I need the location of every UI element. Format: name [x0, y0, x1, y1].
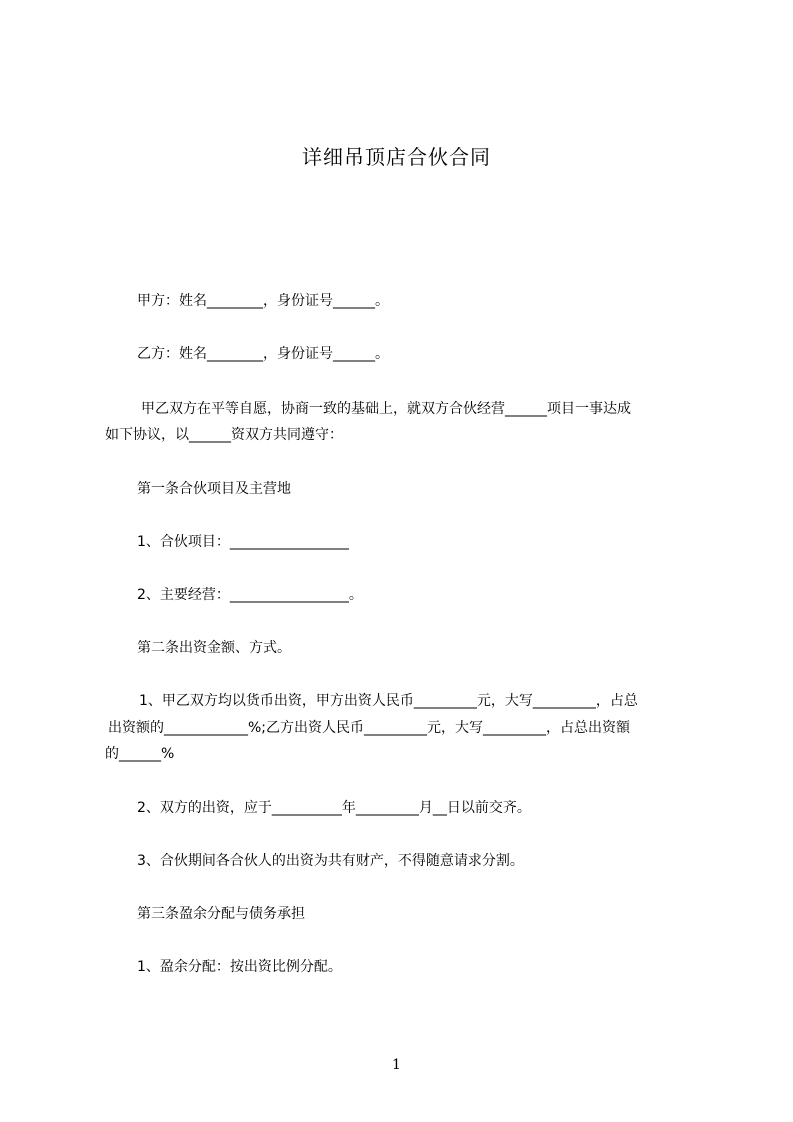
page-number: 1 [392, 1057, 401, 1073]
article-1-heading: 第一条合伙项目及主营地 [137, 481, 291, 497]
document-title: 详细吊顶店合伙合同 [302, 145, 491, 169]
party-b-line: 乙方：姓名________，身份证号______。 [137, 346, 389, 362]
article-2-item-3: 3、合伙期间各合伙人的出资为共有财产，不得随意请求分割。 [137, 853, 524, 869]
article-2-item-1-line-2: 出资额的____________%;乙方出资人民币_________元，大写_________，占总出资額 [108, 720, 631, 736]
article-2-heading: 第二条出资金额、方式。 [137, 640, 291, 656]
article-1-item-1: 1、合伙项目：_________________ [137, 534, 349, 550]
article-3-item-1: 1、盈余分配：按出资比例分配。 [137, 959, 342, 975]
party-a-line: 甲方：姓名________，身份证号______。 [137, 293, 389, 309]
article-1-item-2: 2、主要经营：_________________。 [137, 587, 363, 603]
article-3-heading: 第三条盈余分配与债务承担 [137, 906, 305, 922]
article-2-item-2: 2、双方的出资，应于__________年_________月__日以前交齐。 [137, 800, 531, 816]
intro-paragraph-line-2: 如下协议，以______资双方共同遵守： [105, 427, 343, 443]
article-2-item-1-line-1: 1、甲乙双方均以货币出资，甲方出资人民币_________元，大写_________，占总 [139, 693, 638, 709]
article-2-item-1-line-3: 的______% [105, 746, 175, 762]
intro-paragraph-line-1: 甲乙双方在平等自愿，协商一致的基础上，就双方合伙经营______项目一事达成 [141, 401, 631, 417]
